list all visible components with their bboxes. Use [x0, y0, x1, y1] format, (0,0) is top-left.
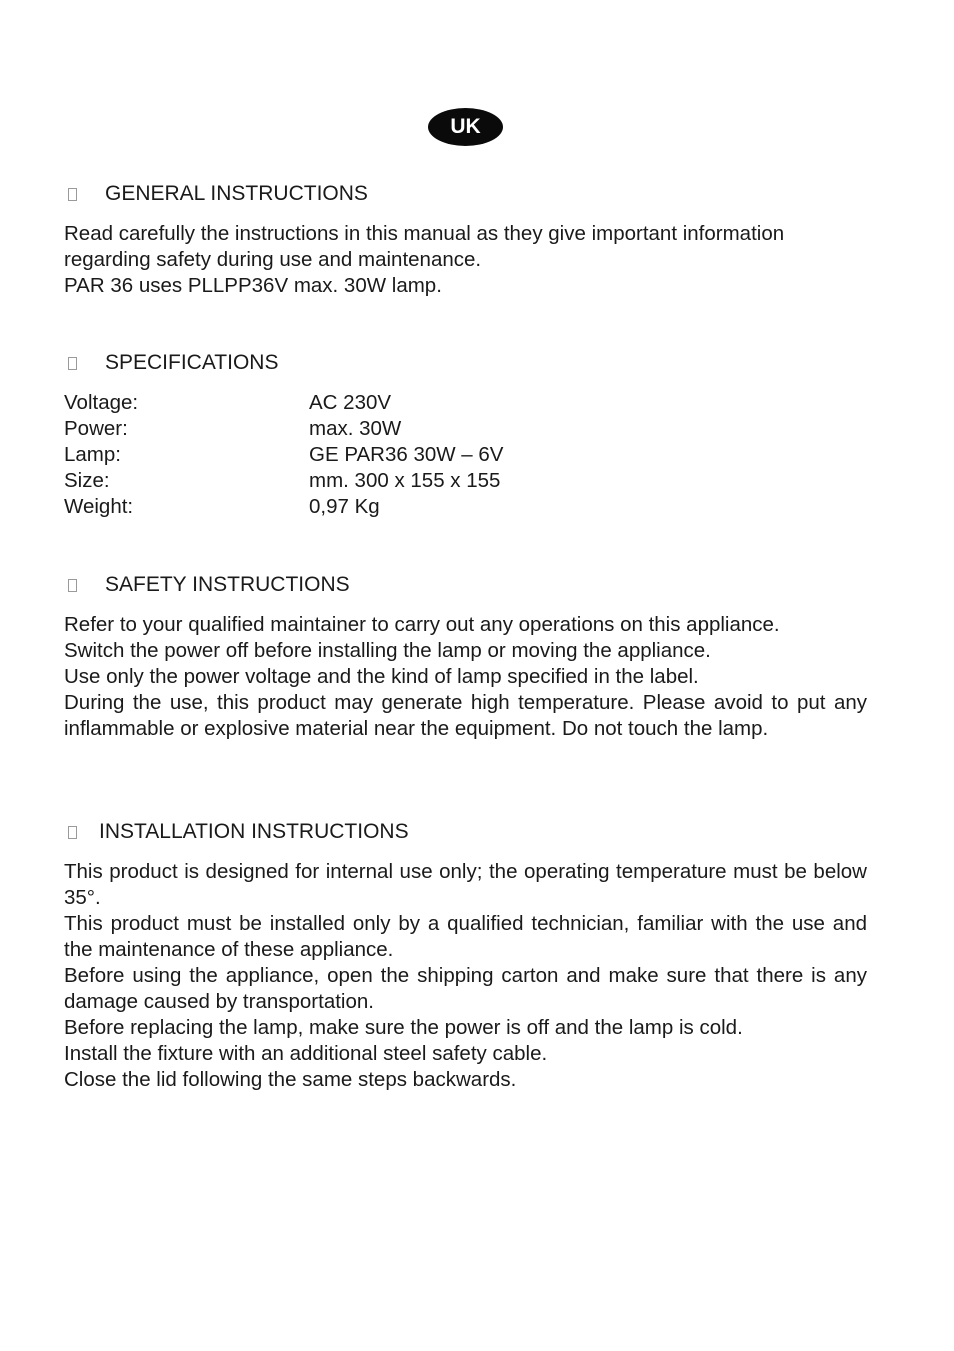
spec-row-voltage: [64, 390, 867, 416]
spec-key: Size:: [64, 469, 110, 492]
spec-key: Voltage:: [64, 391, 139, 414]
spec-row-weight: [64, 494, 867, 520]
spec-key: Lamp:: [64, 443, 121, 466]
spec-key: Power:: [64, 417, 128, 440]
paragraph-line: Install the fixture with an additional steel safety cable.: [64, 1042, 548, 1065]
spec-row-lamp: [64, 442, 867, 468]
bullet-icon: [68, 826, 77, 839]
heading-label: INSTALLATION INSTRUCTIONS: [99, 820, 409, 843]
paragraph-line: Close the lid following the same steps backwards.: [64, 1068, 517, 1091]
bullet-icon: [68, 579, 77, 592]
spec-row-power: [64, 416, 867, 442]
paragraph-line: Read carefully the instructions in this manual as they give important information regarding safety during use and maintenance.: [64, 222, 785, 271]
installation-instructions-heading: [64, 819, 409, 845]
spec-value: mm. 300 x 155 x 155: [309, 469, 501, 492]
heading-label: GENERAL INSTRUCTIONS: [105, 182, 368, 205]
specifications-table: [64, 390, 867, 520]
spec-row-size: [64, 468, 867, 494]
spec-value: GE PAR36 30W – 6V: [309, 443, 504, 466]
paragraph-line: This product must be installed only by a qualified technician, familiar with the use and the maintenance of these appliance.: [64, 912, 867, 961]
bullet-icon: [68, 188, 77, 201]
spec-key: Weight:: [64, 495, 134, 518]
specifications-heading: [64, 350, 278, 376]
general-instructions-body: [64, 221, 867, 299]
heading-label: SPECIFICATIONS: [105, 351, 279, 374]
paragraph-line: Use only the power voltage and the kind of lamp specified in the label.: [64, 665, 699, 688]
paragraph-line: Before using the appliance, open the shipping carton and make sure that there is any damage caused by transportation.: [64, 964, 867, 1013]
paragraph-line: Before replacing the lamp, make sure the power is off and the lamp is cold.: [64, 1016, 743, 1039]
paragraph-line: Switch the power off before installing the lamp or moving the appliance.: [64, 639, 711, 662]
paragraph-line: Refer to your qualified maintainer to carry out any operations on this appliance.: [64, 613, 780, 636]
spec-value: AC 230V: [309, 391, 392, 414]
uk-badge: UK: [428, 108, 503, 146]
bullet-icon: [68, 357, 77, 370]
spec-value: max. 30W: [309, 417, 402, 440]
installation-instructions-body: [64, 859, 867, 1093]
general-instructions-heading: [64, 181, 368, 207]
paragraph-line: This product is designed for internal use only; the operating temperature must be below 35°.: [64, 860, 867, 909]
paragraph-line: During the use, this product may generate high temperature. Please avoid to put any inflammable or explosive material near the equipment. Do not touch the lamp.: [64, 691, 867, 740]
safety-instructions-heading: [64, 572, 350, 598]
safety-instructions-body: [64, 612, 867, 742]
paragraph-line: PAR 36 uses PLLPP36V max. 30W lamp.: [64, 274, 442, 297]
heading-label: SAFETY INSTRUCTIONS: [105, 573, 350, 596]
spec-value: 0,97 Kg: [309, 495, 380, 518]
